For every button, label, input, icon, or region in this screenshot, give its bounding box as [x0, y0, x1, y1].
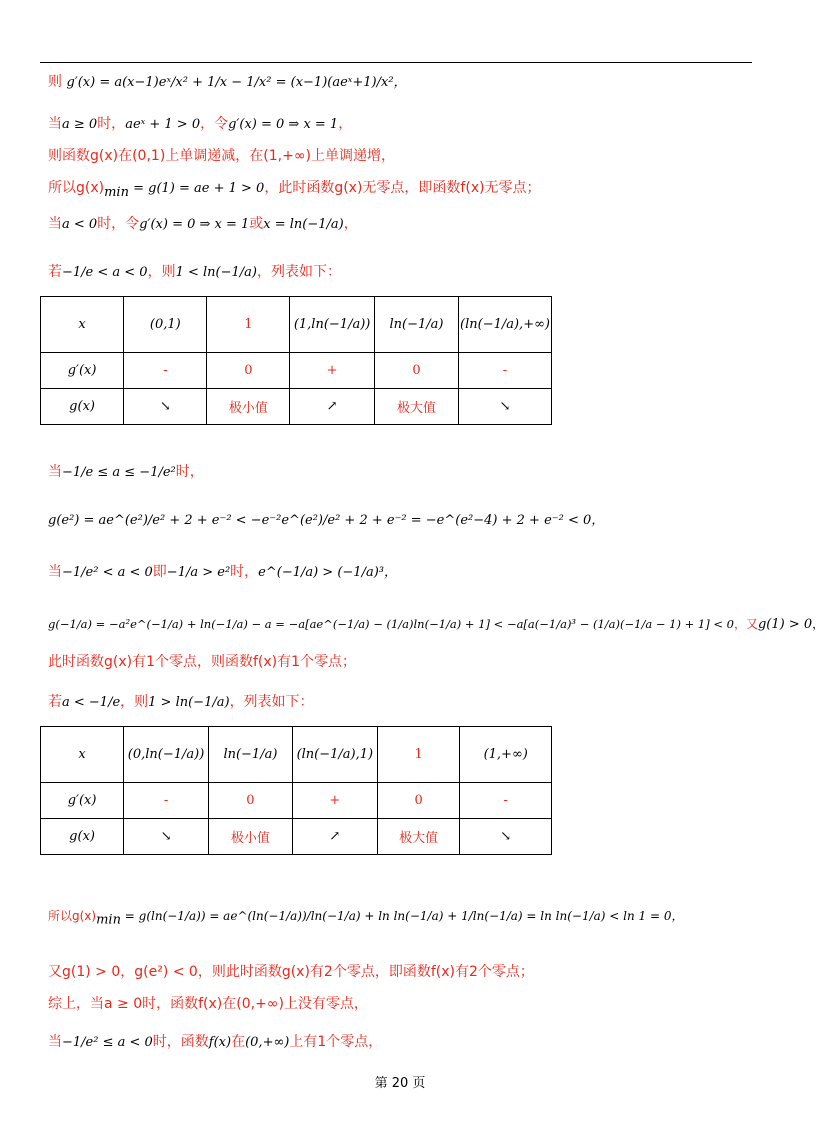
- t1-g-4: 极大值: [374, 389, 458, 425]
- text-suoyi: 所以g(x): [48, 180, 105, 196]
- t2-g-5: ↘: [460, 819, 552, 855]
- g-neg-inv-a-formula: g(−1/a) = −a²e^(−1/a) + ln(−1/a) − a = −a[ae^(−1/a) − (1/a)ln(−1/a) + 1] < −a[a(−1/a)³ − (1/a)(−1/a − 1) + 1] < 0: [48, 617, 734, 631]
- t2-g-label: g(x): [41, 819, 124, 855]
- t1-gp-5: -: [459, 353, 552, 389]
- t2-gp-3: +: [292, 783, 377, 819]
- text-suoyi2: 所以g(x): [48, 909, 97, 923]
- case-a-nonneg-line: [48, 114, 352, 135]
- g-e2-formula: g(e²) = ae^(e²)/e² + 2 + e⁻² < −e⁻²e^(e²)/e² + 2 + e⁻² = −e^(e²−4) + 2 + e⁻² < 0，: [48, 513, 605, 528]
- cond-range1: −1/e < a < 0: [62, 265, 148, 280]
- cond-range3: −1/e² < a < 0: [62, 565, 153, 580]
- text-ze2: ，则: [147, 264, 176, 280]
- comma2: ，: [343, 216, 358, 232]
- case-a-neg-line: [48, 214, 358, 235]
- cond-a-lt-0: a < 0: [62, 217, 98, 232]
- text-ze: 则: [48, 74, 62, 90]
- text-table-intro2: ，列表如下：: [229, 694, 314, 710]
- t2-gp-label: g′(x): [41, 783, 124, 819]
- comma3: ，: [812, 617, 824, 631]
- g-neg-inv-a-line: [48, 614, 824, 635]
- t1-gp-label: g′(x): [41, 353, 124, 389]
- t2-g-4: 极大值: [377, 819, 460, 855]
- text-shi4: 时，: [230, 564, 259, 580]
- text-dang4: 当: [48, 564, 62, 580]
- t1-gp-4: 0: [374, 353, 458, 389]
- monotonic-line: 则函数g(x)在(0,1)上单调递减，在(1,+∞)上单调递增，: [48, 148, 395, 164]
- g-e2-line: [48, 510, 604, 531]
- min-formula2: = g(ln(−1/a)) = ae^(ln(−1/a))/ln(−1/a) + ln ln(−1/a) + 1/ln(−1/a) = ln ln(−1/a) < ln 1 = 0，: [120, 909, 684, 923]
- t2-g-3: ↗: [292, 819, 377, 855]
- case-sub1-line: [48, 262, 341, 283]
- t2-gp-5: -: [460, 783, 552, 819]
- text-ling: ，令: [200, 116, 229, 132]
- min-sub2: min: [96, 912, 121, 928]
- ineq-aex: aeˣ + 1 > 0: [125, 117, 201, 132]
- text-ze3: ，则: [120, 694, 149, 710]
- text-ruo2: 若: [48, 694, 62, 710]
- text-shi: 时，: [97, 116, 126, 132]
- variation-table-2: [40, 726, 552, 855]
- t2-header-interval1: (0,ln(−1/a)): [124, 727, 209, 783]
- ineq-ln2: 1 > ln(−1/a): [148, 695, 230, 710]
- t2-header-x: x: [41, 727, 124, 783]
- t1-g-3: ↗: [290, 389, 375, 425]
- ineq-e2: −1/a > e²: [166, 565, 231, 580]
- cond-range4: a < −1/e: [62, 695, 121, 710]
- t2-gp-1: -: [124, 783, 209, 819]
- cond-range5: −1/e² ≤ a < 0: [62, 1035, 153, 1050]
- two-zeros-line: 又g(1) > 0，g(e²) < 0，则此时函数g(x)有2个零点，即函数f(x)有2个零点；: [48, 964, 534, 980]
- text-shi3: 时，: [175, 464, 204, 480]
- t2-g-1: ↘: [124, 819, 209, 855]
- t2-header-ln: ln(−1/a): [208, 727, 292, 783]
- zero-eq2: g′(x) = 0 ⇒ x = 1: [139, 217, 250, 232]
- t1-g-label: g(x): [41, 389, 124, 425]
- case-sub2-line: [48, 692, 314, 713]
- t1-header-ln: ln(−1/a): [374, 297, 458, 353]
- text-shi-ling: 时，令: [97, 216, 140, 232]
- text-huo: 或: [249, 216, 264, 232]
- t2-header-interval3: (1,+∞): [460, 727, 552, 783]
- text-one-zero: 上有1个零点，: [289, 1034, 383, 1050]
- t2-g-2: 极小值: [208, 819, 292, 855]
- t1-header-interval3: (ln(−1/a),+∞): [459, 297, 552, 353]
- t1-header-interval2: (1,ln(−1/a)): [290, 297, 375, 353]
- t1-g-2: 极小值: [207, 389, 290, 425]
- text-dang: 当: [48, 116, 62, 132]
- derivative-formula: g′(x) = a(x−1)eˣ/x² + 1/x − 1/x² = (x−1)(aeˣ+1)/x²，: [66, 75, 407, 90]
- summary-line-2: [48, 1032, 382, 1053]
- summary-line-1: 综上，当a ≥ 0时，函数f(x)在(0,+∞)上没有零点，: [48, 996, 368, 1012]
- text-table-intro: ，列表如下：: [256, 264, 341, 280]
- text-dang5: 当: [48, 1034, 62, 1050]
- t2-gp-2: 0: [208, 783, 292, 819]
- top-rule: [40, 62, 752, 63]
- min-formula: = g(1) = ae + 1 > 0: [128, 181, 265, 196]
- derivative-line: [48, 72, 407, 93]
- one-zero-line: 此时函数g(x)有1个零点，则函数f(x)有1个零点；: [48, 654, 357, 670]
- page-number: 第 20 页: [374, 1076, 426, 1091]
- min-value-line-2: [48, 906, 684, 930]
- text-dang3: 当: [48, 464, 62, 480]
- g1-pos: g(1) > 0: [757, 617, 813, 632]
- comma: ，: [338, 116, 353, 132]
- no-zero-text: ，此时函数g(x)无零点，即函数f(x)无零点；: [264, 180, 541, 196]
- t2-gp-4: 0: [377, 783, 460, 819]
- t1-g-1: ↘: [124, 389, 207, 425]
- t2-header-interval2: (ln(−1/a),1): [292, 727, 377, 783]
- t2-header-one: 1: [377, 727, 460, 783]
- zero-eq: g′(x) = 0 ⇒ x = 1: [228, 117, 339, 132]
- t1-gp-2: 0: [207, 353, 290, 389]
- text-dang2: 当: [48, 216, 62, 232]
- min-value-line: [48, 178, 541, 203]
- x-eq-ln: x = ln(−1/a): [263, 217, 344, 232]
- interval-0-inf: (0,+∞): [245, 1035, 290, 1050]
- variation-table-1: [40, 296, 552, 425]
- ineq-exp-cube: e^(−1/a) > (−1/a)³，: [258, 565, 397, 580]
- t1-header-x: x: [41, 297, 124, 353]
- ineq-ln1: 1 < ln(−1/a): [175, 265, 257, 280]
- t1-gp-3: +: [290, 353, 375, 389]
- t1-header-interval1: (0,1): [124, 297, 207, 353]
- text-shi-hanshu: 时，函数: [152, 1034, 209, 1050]
- case-sub1b-line: [48, 562, 397, 583]
- text-you: ，又: [733, 617, 758, 631]
- t1-g-5: ↘: [459, 389, 552, 425]
- t1-gp-1: -: [124, 353, 207, 389]
- min-sub: min: [104, 184, 129, 200]
- cond-range2: −1/e ≤ a ≤ −1/e²: [62, 465, 176, 480]
- text-zai: 在: [231, 1034, 246, 1050]
- text-ji: 即: [152, 564, 167, 580]
- case-sub1a-line: [48, 462, 204, 483]
- t1-header-one: 1: [207, 297, 290, 353]
- fx: f(x): [208, 1035, 232, 1050]
- text-ruo: 若: [48, 264, 62, 280]
- cond-a-ge-0: a ≥ 0: [62, 117, 98, 132]
